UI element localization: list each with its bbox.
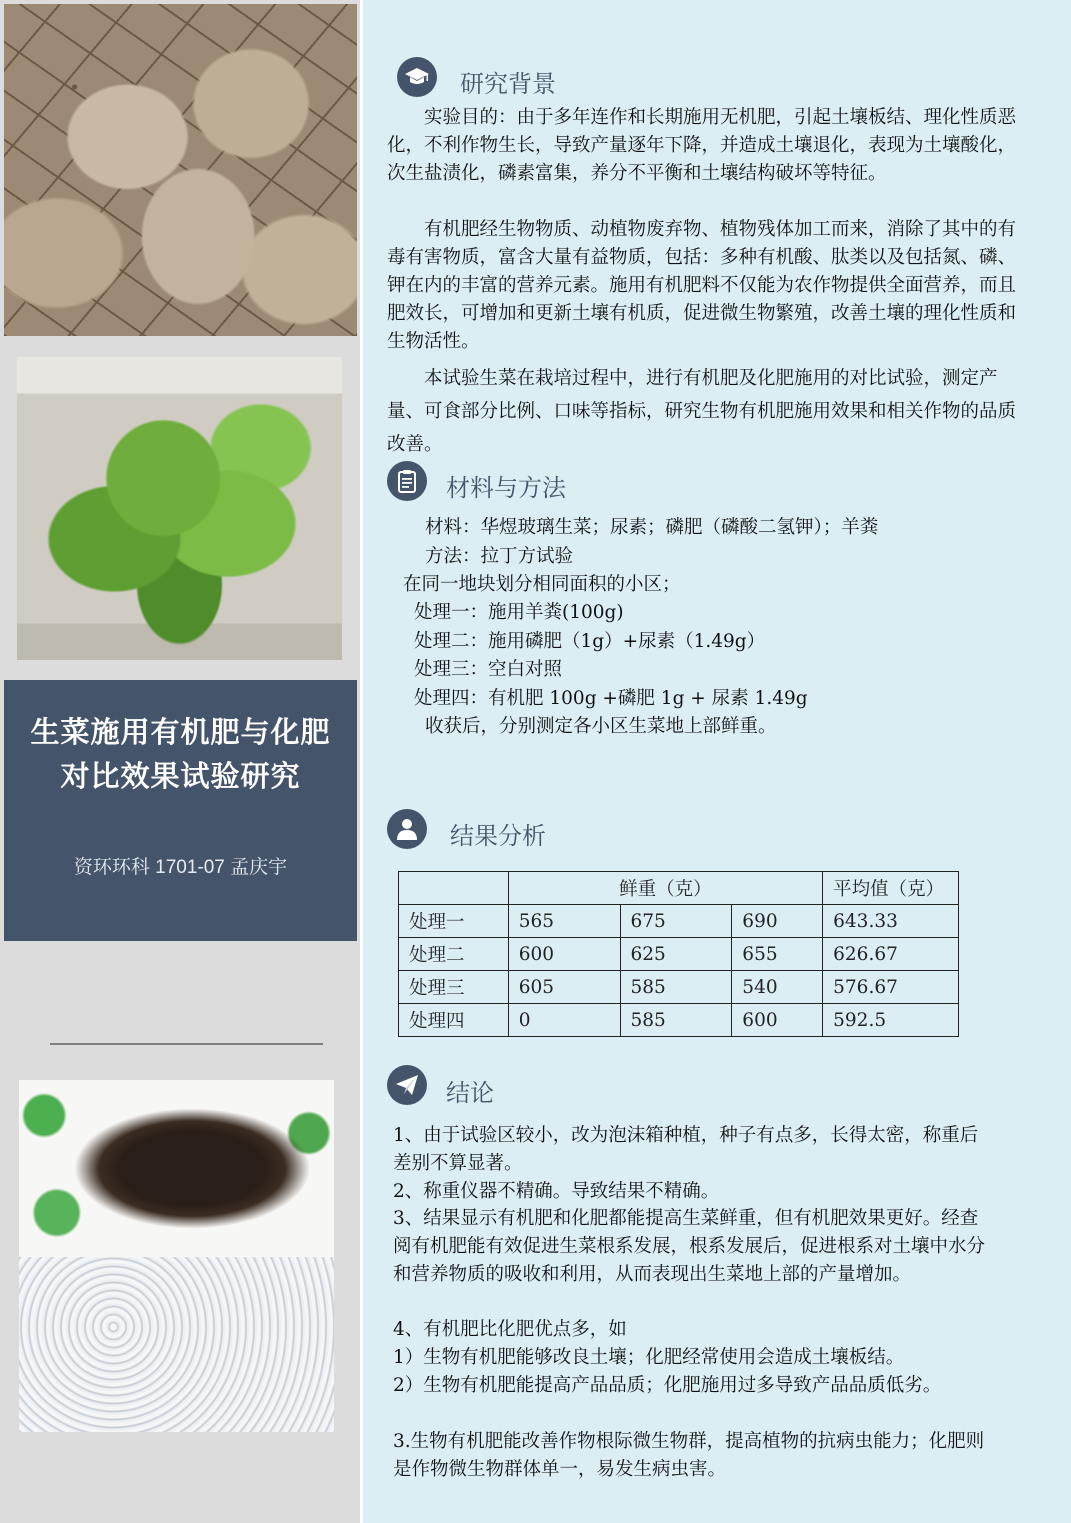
clipboard-icon xyxy=(387,461,427,501)
sidebar xyxy=(0,0,360,1523)
section-heading-results: 结果分析 xyxy=(450,822,546,850)
table-cell: 处理一 xyxy=(399,905,509,938)
table-cell: 592.5 xyxy=(823,1004,959,1037)
table-cell: 585 xyxy=(620,1004,732,1037)
header-average: 平均值（克） xyxy=(823,872,959,905)
table-header-cell xyxy=(399,872,509,905)
methods-line: 收获后，分别测定各小区生菜地上部鲜重。 xyxy=(425,716,777,737)
urea-photo xyxy=(19,1257,334,1432)
table-cell: 625 xyxy=(620,938,732,971)
table-row xyxy=(399,938,959,971)
table-header-row xyxy=(399,872,959,905)
poster-title-line2: 对比效果试验研究 xyxy=(60,759,301,793)
table-cell: 655 xyxy=(732,938,823,971)
results-table xyxy=(398,871,959,1037)
table-row xyxy=(399,905,959,938)
lettuce-photo xyxy=(17,357,342,660)
poster-title-line1: 生菜施用有机肥与化肥 xyxy=(30,715,331,749)
methods-line: 处理一：施用羊粪(100g) xyxy=(414,602,624,623)
conclusion-item: 3.生物有机肥能改善作物根际微生物群，提高植物的抗病虫能力；化肥则是作物微生物群体单一，易发生病虫害。 xyxy=(393,1431,985,1480)
table-cell: 处理二 xyxy=(399,938,509,971)
conclusion-item: 4、有机肥比化肥优点多，如 xyxy=(393,1319,627,1340)
table-cell: 600 xyxy=(732,1004,823,1037)
divider xyxy=(50,1043,323,1045)
conclusion-item: 2）生物有机肥能提高产品品质；化肥施用过多导致产品品质低劣。 xyxy=(393,1375,942,1396)
compost-photo xyxy=(19,1080,334,1257)
section-heading-conclusion: 结论 xyxy=(446,1079,494,1107)
methods-line: 在同一地块划分相同面积的小区； xyxy=(403,574,681,595)
table-cell: 626.67 xyxy=(823,938,959,971)
table-cell: 处理四 xyxy=(399,1004,509,1037)
table-cell: 576.67 xyxy=(823,971,959,1004)
conclusion-item: 1）生物有机肥能够改良土壤；化肥经常使用会造成土壤板结。 xyxy=(393,1347,905,1368)
table-row xyxy=(399,971,959,1004)
table-cell: 675 xyxy=(620,905,732,938)
table-cell: 540 xyxy=(732,971,823,1004)
table-cell: 585 xyxy=(620,971,732,1004)
title-block xyxy=(4,680,357,941)
table-cell: 处理三 xyxy=(399,971,509,1004)
author-label: 资环环科 1701-07 孟庆宇 xyxy=(73,857,288,878)
methods-line: 处理三：空白对照 xyxy=(414,659,563,680)
table-cell: 643.33 xyxy=(823,905,959,938)
background-paragraph-1: 实验目的：由于多年连作和长期施用无机肥，引起土壤板结、理化性质恶化，不利作物生长，导致产量逐年下降，并造成土壤退化，表现为土壤酸化，次生盐渍化，磷素富集，养分不平衡和土壤结构破坏等特征。 xyxy=(387,107,1017,184)
table-cell: 0 xyxy=(508,1004,620,1037)
background-paragraph-2: 有机肥经生物物质、动植物废弃物、植物残体加工而来，消除了其中的有毒有害物质，富含大量有益物质，包括：多种有机酸、肽类以及包括氮、磷、钾在内的丰富的营养元素。施用有机肥料不仅能为农作物提供全面营养，而且肥效长，可增加和更新土壤有机质，促进微生物繁殖，改善土壤的理化性质和生物活性。 xyxy=(387,219,1017,352)
table-cell: 690 xyxy=(732,905,823,938)
conclusion-item: 3、结果显示有机肥和化肥都能提高生菜鲜重，但有机肥效果更好。经查阅有机肥能有效促进生菜根系发展，根系发展后，促进根系对土壤中水分和营养物质的吸收和利用，从而表现出生菜地上部的产量增加。 xyxy=(393,1208,986,1285)
user-icon xyxy=(387,809,427,849)
methods-line: 材料：华煜玻璃生菜；尿素；磷肥（磷酸二氢钾）；羊粪 xyxy=(425,517,879,538)
section-heading-background: 研究背景 xyxy=(460,70,556,98)
table-row xyxy=(399,1004,959,1037)
section-heading-methods: 材料与方法 xyxy=(446,474,566,502)
paper-plane-icon xyxy=(387,1065,427,1105)
methods-line: 处理四：有机肥 100g +磷肥 1g + 尿素 1.49g xyxy=(414,688,808,709)
methods-line: 处理二：施用磷肥（1g）+尿素（1.49g） xyxy=(414,631,766,652)
background-paragraph-3: 本试验生菜在栽培过程中，进行有机肥及化肥施用的对比试验，测定产量、可食部分比例、口味等指标，研究生物有机肥施用效果和相关作物的品质改善。 xyxy=(387,368,1017,455)
conclusion-item: 2、称重仪器不精确。导致结果不精确。 xyxy=(393,1181,720,1202)
cracked-soil-photo xyxy=(4,4,357,336)
methods-line: 方法：拉丁方试验 xyxy=(425,546,574,567)
table-cell: 565 xyxy=(508,905,620,938)
table-cell: 600 xyxy=(508,938,620,971)
graduation-cap-icon xyxy=(397,57,437,97)
conclusion-item: 1、由于试验区较小，改为泡沫箱种植，种子有点多，长得太密，称重后差别不算显著。 xyxy=(393,1125,979,1174)
table-cell: 605 xyxy=(508,971,620,1004)
header-fresh-weight: 鲜重（克） xyxy=(508,872,822,905)
